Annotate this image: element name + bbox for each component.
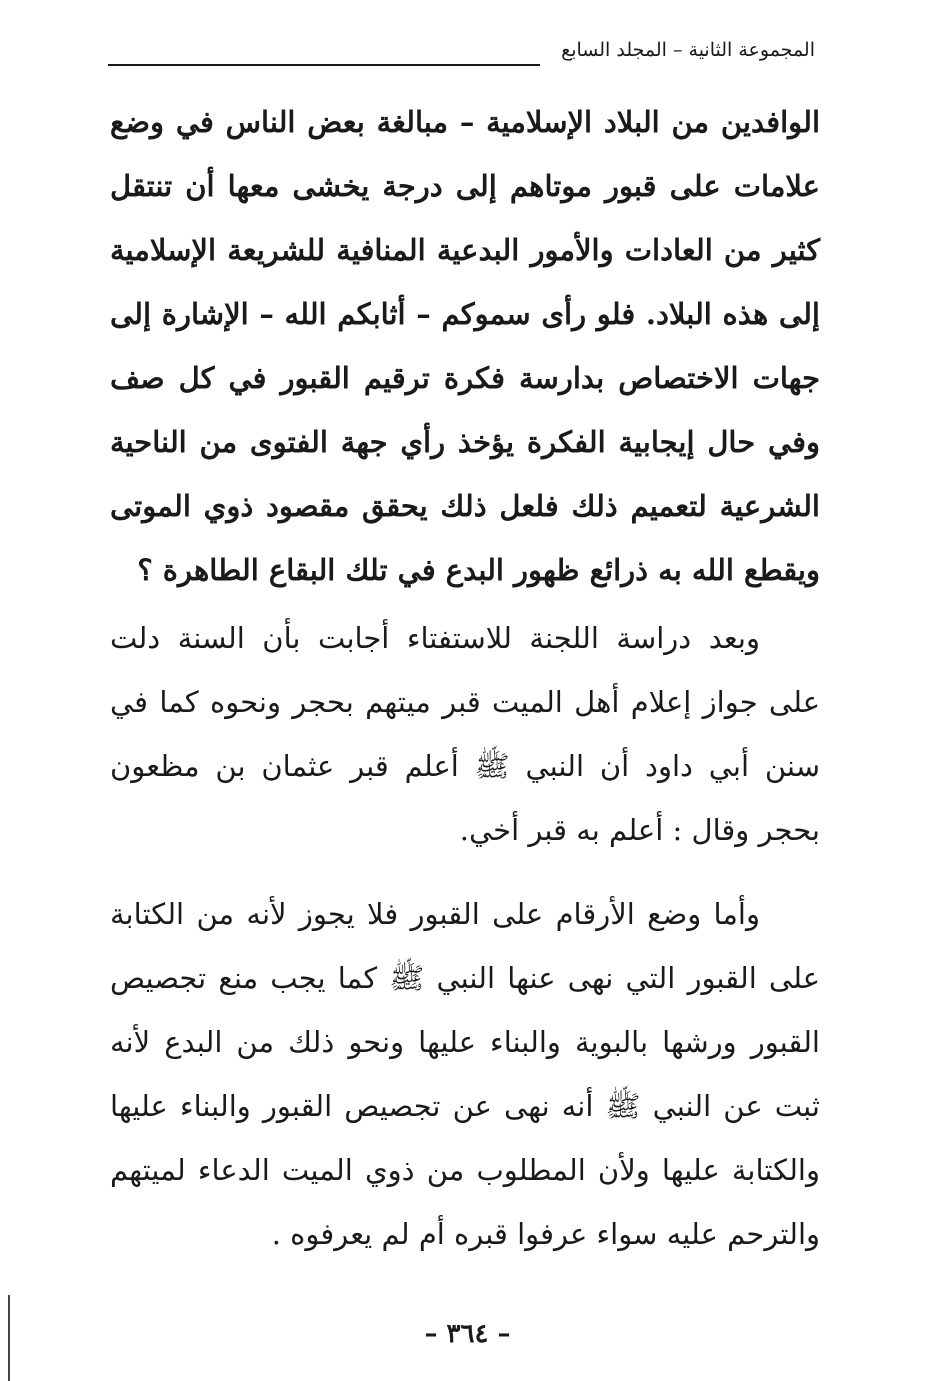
answer-paragraph-2: وأما وضع الأرقام على القبور فلا يجوز لأنه من الكتابة على القبور التي نهى عنها النبي ﷺ كما يجب منع تجصيص القبور ورشها بالبوية والبناء عليها ونحو ذلك من البدع لأنه ثبت عن النبي ﷺ أنه نهى عن تجصيص القبور والبناء عليها والكتابة عليها ولأن المطلوب من ذوي الميت الدعاء لميتهم والترحم عليه سواء عرفوا قبره أم لم يعرفوه . — [110, 897, 820, 1251]
scan-edge-line — [8, 1295, 10, 1381]
question-paragraph: الوافدين من البلاد الإسلامية – مبالغة بعض الناس في وضع علامات على قبور موتاهم إلى درجة يخشى معها أن تنتقل كثير من العادات والأمور البدعية المنافية للشريعة الإسلامية إلى هذه البلاد. فلو رأى سموكم – أثابكم الله – الإشارة إلى جهات الاختصاص بدارسة فكرة ترقيم القبور في كل صف وفي حال إيجابية الفكرة يؤخذ رأي جهة الفتوى من الناحية الشرعية لتعميم ذلك فلعل ذلك يحقق مقصود ذوي الموتى ويقطع الله به ذرائع ظهور البدع في تلك البقاع الطاهرة ؟ — [110, 105, 820, 587]
answer-paragraph-1: وبعد دراسة اللجنة للاستفتاء أجابت بأن السنة دلت على جواز إعلام أهل الميت قبر ميتهم بحجر ونحوه كما في سنن أبي داود أن النبي ﷺ أعلم قبر عثمان بن مظعون بحجر وقال : أعلم به قبر أخي. — [110, 621, 820, 847]
question-block — [110, 90, 820, 602]
running-header: المجموعة الثانية – المجلد السابع — [561, 39, 815, 61]
header-rule — [108, 64, 540, 66]
body-text — [110, 90, 820, 1266]
page-number: – ٣٦٤ – — [424, 1319, 511, 1349]
answer-block — [110, 606, 820, 1266]
